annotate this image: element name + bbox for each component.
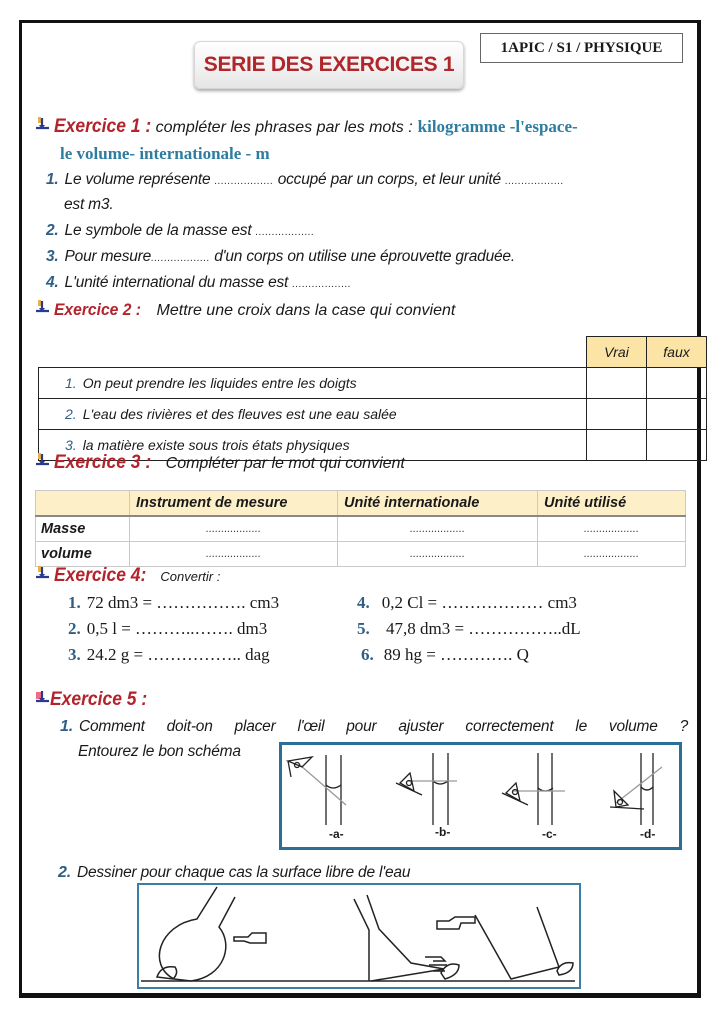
- exercise1-item: 2. Le symbole de la masse est ..................: [46, 222, 315, 239]
- exercise5-question1: 1. Comment doit-on placer l'œil pour ajuster correctement le volume ?: [60, 718, 688, 735]
- exercise2-heading: [34, 299, 455, 320]
- exercise4-heading: [34, 565, 220, 587]
- exercise1-instruction: compléter les phrases par les mots :: [155, 119, 413, 136]
- tilted-tube-drawing[interactable]: [475, 907, 573, 979]
- table-row: 3. la matière existe sous trois états physiques: [39, 429, 707, 460]
- blank-cell[interactable]: ..................: [338, 516, 538, 542]
- arrow-down-bullet-icon: [34, 452, 50, 468]
- figure-label-a: -a-: [329, 827, 344, 841]
- checkbox-vrai[interactable]: [587, 398, 647, 429]
- pointing-hand-icon: [234, 933, 266, 943]
- conversion-item: 2. 0,5 l = ………..……. dm3: [68, 619, 268, 638]
- checkbox-faux[interactable]: [647, 398, 707, 429]
- arrow-down-bullet-icon: [34, 565, 50, 581]
- arrow-down-bullet-icon: [34, 689, 50, 705]
- figure-label-c: -c-: [542, 827, 557, 841]
- tilted-container-drawing[interactable]: [354, 895, 459, 981]
- arrow-down-bullet-icon: [34, 116, 50, 132]
- blank[interactable]: ..................: [292, 279, 352, 290]
- header-unite-internationale: Unité internationale: [338, 491, 538, 517]
- exercise5-question2: 2. Dessiner pour chaque cas la surface libre de l'eau: [58, 864, 411, 881]
- blank-cell[interactable]: ..................: [538, 516, 686, 542]
- exercise1-item-cont: est m3.: [64, 196, 114, 213]
- title-banner: [194, 41, 464, 89]
- exercise5-label: Exercice 5 :: [50, 689, 148, 710]
- exercise2-label: Exercice 2 :: [54, 300, 141, 319]
- blank[interactable]: ..................: [151, 253, 211, 264]
- exercise1-item: 1. Le volume représente .................. occupé par un corps, et leur unité ..................: [46, 171, 565, 188]
- conversion-item: 4. 0,2 Cl = ……………… cm3: [357, 593, 577, 612]
- blank-cell[interactable]: ..................: [130, 516, 338, 542]
- figure-d[interactable]: [610, 753, 662, 825]
- round-flask-drawing[interactable]: [157, 887, 235, 981]
- pointing-hand-icon: [437, 917, 475, 929]
- header-unite-utilise: Unité utilisé: [538, 491, 686, 517]
- blank[interactable]: ..................: [505, 176, 565, 187]
- table-row: 1. On peut prendre les liquides entre les doigts: [39, 367, 707, 398]
- exercise1-heading: [34, 116, 578, 138]
- conversion-item: 3. 24.2 g = …………….. dag: [68, 645, 270, 664]
- exercise3-label: Exercice 3 :: [54, 452, 152, 473]
- exercise5-question1-cont: Entourez le bon schéma: [78, 743, 241, 760]
- checkbox-vrai[interactable]: [587, 429, 647, 460]
- exercise1-item: 4. L'unité international du masse est ..................: [46, 274, 352, 291]
- conversion-item: 1. 72 dm3 = ……………. cm3: [68, 593, 280, 612]
- exercise1-keywords-2: le volume- internationale - m: [60, 144, 270, 163]
- exercise4-label: Exercice 4:: [54, 565, 147, 586]
- header-faux: faux: [647, 337, 707, 368]
- checkbox-vrai[interactable]: [587, 367, 647, 398]
- checkbox-faux[interactable]: [647, 429, 707, 460]
- page-title: SERIE DES EXERCICES 1: [203, 53, 455, 76]
- conversion-item: 5. 47,8 dm3 = ……………..dL: [357, 619, 581, 638]
- table-row: 2. L'eau des rivières et des fleuves est une eau salée: [39, 398, 707, 429]
- table-row: volume .................. .................. ..................: [36, 542, 686, 567]
- figure-c[interactable]: [502, 753, 565, 825]
- exercise2-instruction: Mettre une croix dans la case qui convient: [156, 302, 456, 319]
- blank[interactable]: ..................: [255, 227, 315, 238]
- exercise4-instruction: Convertir :: [160, 569, 221, 584]
- figure-b[interactable]: [396, 753, 457, 825]
- units-table: [35, 490, 686, 567]
- arrow-down-bullet-icon: [34, 299, 50, 315]
- exercise1-item: 3. Pour mesure.................. d'un corps on utilise une éprouvette graduée.: [46, 248, 515, 265]
- eye-position-figure: [279, 742, 682, 850]
- header-vrai: Vrai: [587, 337, 647, 368]
- true-false-table: [38, 336, 707, 461]
- figure-label-b: -b-: [435, 825, 451, 839]
- blank-cell[interactable]: ..................: [130, 542, 338, 567]
- blank[interactable]: ..................: [214, 176, 274, 187]
- checkbox-faux[interactable]: [647, 367, 707, 398]
- exercise5-heading: [34, 689, 156, 711]
- exercise1-label: Exercice 1 :: [54, 116, 152, 137]
- blank-cell[interactable]: ..................: [538, 542, 686, 567]
- header-instrument: Instrument de mesure: [130, 491, 338, 517]
- conversion-item: 6. 89 hg = …………. Q: [361, 645, 529, 664]
- water-surface-figure: [137, 883, 581, 989]
- blank-cell[interactable]: ..................: [338, 542, 538, 567]
- figure-label-d: -d-: [640, 827, 656, 841]
- exercise3-instruction: Compléter par le mot qui convient: [165, 455, 405, 472]
- table-row: Masse .................. .................. ..................: [36, 516, 686, 542]
- level-badge: 1APIC / S1 / PHYSIQUE: [480, 33, 683, 63]
- figure-a[interactable]: [288, 755, 346, 825]
- exercise3-heading: [34, 452, 405, 474]
- exercise1-keywords-1: kilogramme -l'espace-: [417, 117, 578, 136]
